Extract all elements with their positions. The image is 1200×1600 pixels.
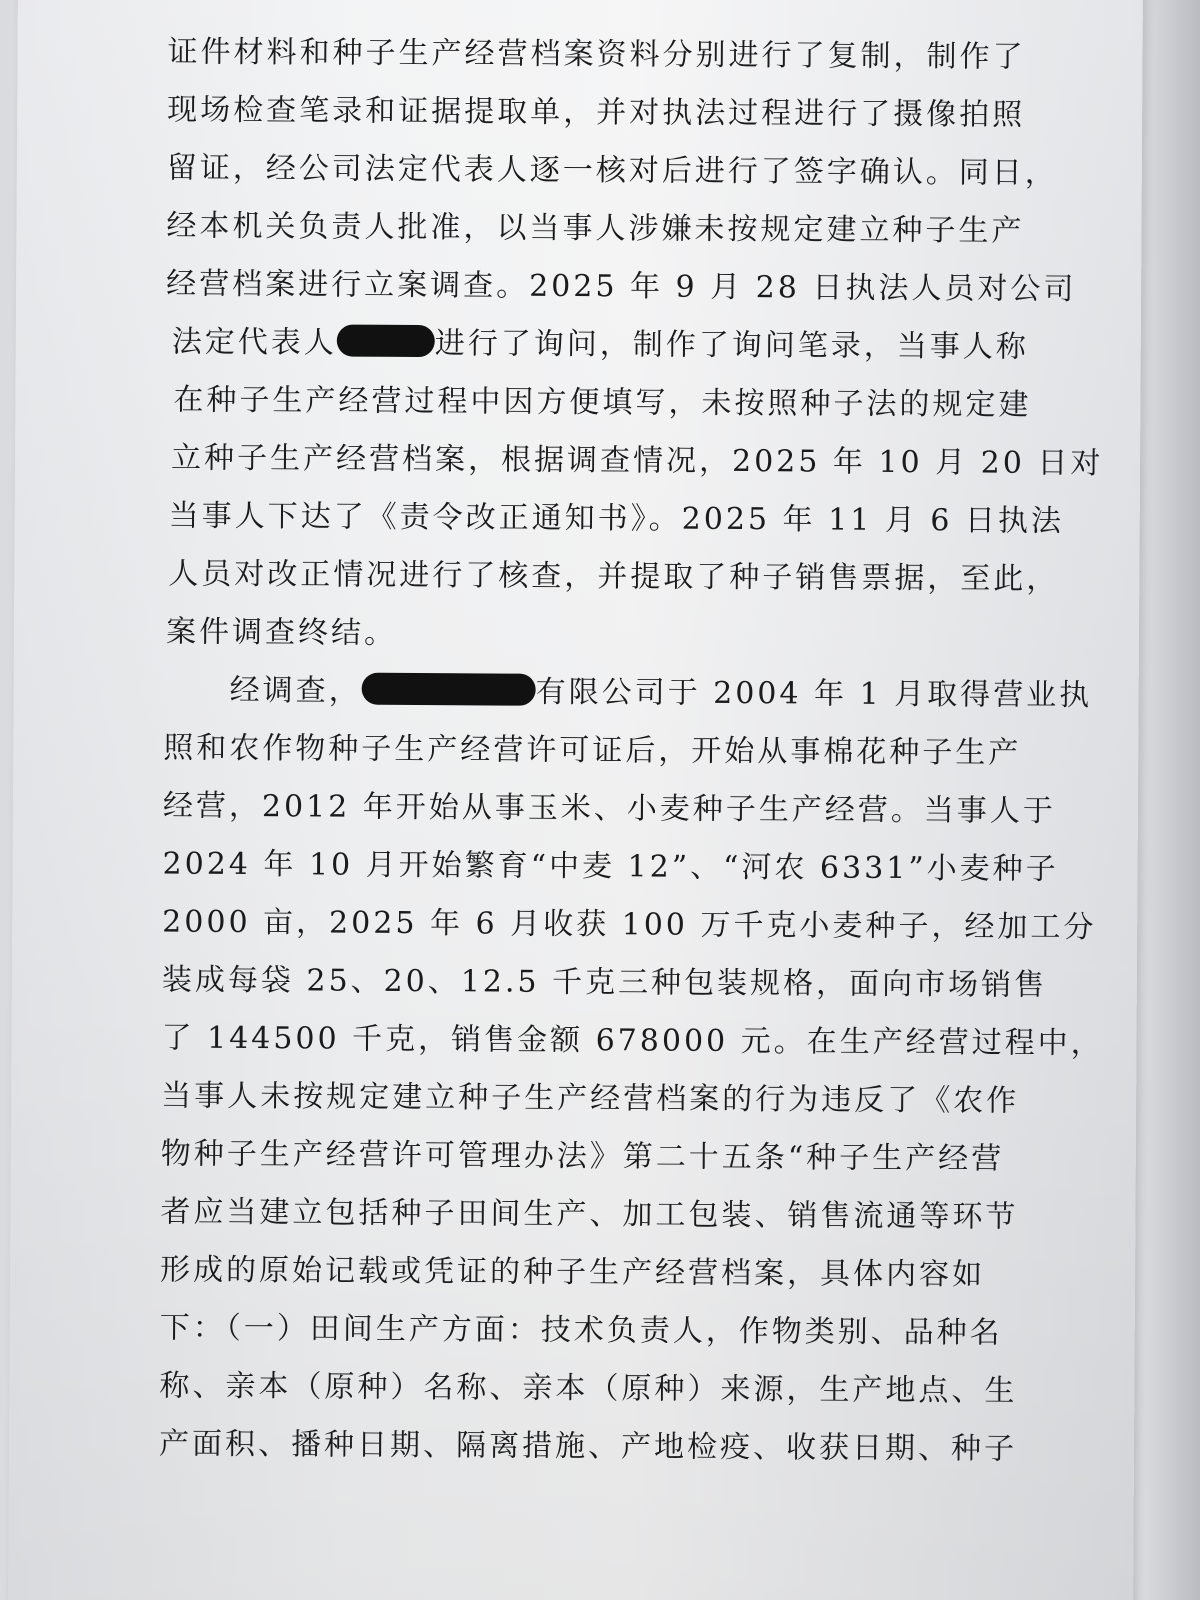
text-line: 装成每袋 25、20、12.5 千克三种包装规格，面向市场销售	[161, 962, 1048, 1003]
text-line: 当事人下达了《责令改正通知书》。2025 年 11 月 6 日执法	[168, 498, 1065, 539]
page-edge-shadow	[1140, 0, 1200, 1600]
text-line: 2000 亩，2025 年 6 月收获 100 万千克小麦种子，经加工分	[162, 904, 1097, 946]
document-body	[158, 23, 1104, 1478]
redaction-mark	[362, 673, 536, 706]
text-segment: 经调查，	[229, 672, 362, 709]
text-line: 经本机关负责人批准，以当事人涉嫌未按规定建立种子生产	[166, 208, 1025, 249]
text-line: 称、亲本（原种）名称、亲本（原种）来源，生产地点、生	[159, 1368, 1018, 1409]
text-line: 者应当建立包括种子田间生产、加工包装、销售流通等环节	[160, 1194, 1019, 1235]
text-segment: 法定代表人	[171, 324, 337, 361]
paragraph-start-line	[229, 662, 1093, 725]
text-line: 2024 年 10 月开始繁育“中麦 12”、“河农 6331”小麦种子	[162, 846, 1059, 887]
text-line: 现场检查笔录和证据提取单，并对执法过程进行了摄像拍照	[167, 92, 1026, 133]
text-line: 当事人未按规定建立种子生产经营档案的行为违反了《农作	[161, 1078, 1020, 1119]
text-segment: 有限公司于 2004 年 1 月取得营业执	[535, 674, 1093, 714]
text-line: 经营档案进行立案调查。2025 年 9 月 28 日执法人员对公司	[166, 266, 1077, 308]
text-line: 经营，2012 年开始从事玉米、小麦种子生产经营。当事人于	[162, 788, 1056, 829]
text-line: 立种子生产经营档案，根据调查情况，2025 年 10 月 20 日对	[170, 440, 1104, 482]
text-segment: 进行了询问，制作了询问笔录，当事人称	[434, 326, 1029, 365]
text-line: 形成的原始记载或凭证的种子生产经营档案，具体内容如	[160, 1252, 986, 1293]
text-line: 产面积、播种日期、隔离措施、产地检疫、收获日期、种子	[158, 1426, 1018, 1467]
redaction-mark	[337, 325, 435, 358]
text-line: 留证，经公司法定代表人逐一核对后进行了签字确认。同日，	[166, 150, 1058, 191]
text-line: 在种子生产经营过程中因方便填写，未按照种子法的规定建	[173, 382, 1032, 423]
text-line: 物种子生产经营许可管理办法》第二十五条“种子生产经营	[160, 1136, 1005, 1177]
text-line	[172, 314, 1036, 377]
text-line: 下：（一）田间生产方面：技术负责人，作物类别、品种名	[159, 1310, 1003, 1351]
text-line: 人员对改正情况进行了核查，并提取了种子销售票据，至此，	[168, 556, 1060, 597]
text-line: 照和农作物种子生产经营许可证后，开始从事棉花种子生产	[163, 730, 1022, 771]
text-line: 案件调查终结。	[165, 614, 398, 651]
document-page	[8, 0, 1143, 1600]
text-line: 证件材料和种子生产经营档案资料分别进行了复制，制作了	[167, 34, 1026, 75]
text-line: 了 144500 千克，销售金额 678000 元。在生产经营过程中，	[161, 1020, 1104, 1062]
